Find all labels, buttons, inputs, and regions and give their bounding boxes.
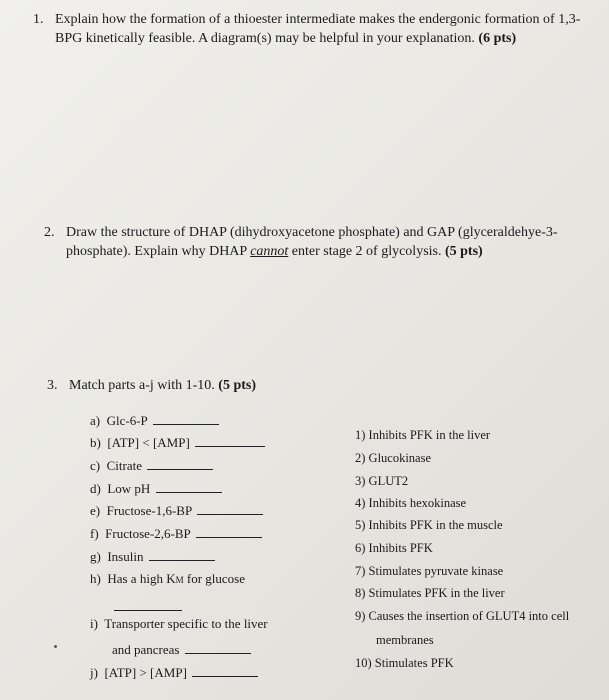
part-label: Has a high K [107, 571, 176, 586]
question-3-points: (5 pts) [218, 378, 257, 393]
answer-blank[interactable] [195, 434, 265, 447]
question-2-emphasis: cannot [250, 244, 289, 259]
choice-9: 9) Causes the insertion of GLUT4 into cell [355, 609, 570, 623]
part-letter: d) [90, 481, 101, 496]
part-letter: i) [90, 616, 98, 631]
part-label: Glc-6-P [106, 413, 148, 428]
answer-blank[interactable] [149, 548, 215, 561]
choice-10: 10) Stimulates PFK [355, 656, 454, 670]
question-2-line-2-post: enter stage 2 of glycolysis. [291, 244, 442, 259]
part-e [90, 502, 263, 519]
part-label: Fructose-1,6-BP [106, 503, 192, 518]
question-1-text [55, 10, 580, 48]
question-3-number: 3. [47, 378, 58, 393]
part-letter: h) [90, 571, 101, 586]
part-i [90, 615, 268, 632]
part-letter: b) [90, 435, 101, 450]
question-2-number: 2. [44, 225, 55, 240]
choice-6: 6) Inhibits PFK [355, 541, 433, 555]
part-j [90, 664, 258, 681]
choice-9-continued: membranes [376, 633, 434, 647]
part-g [90, 548, 215, 565]
part-label: Insulin [107, 549, 144, 564]
answer-blank[interactable] [147, 457, 213, 470]
question-3-text [69, 376, 256, 395]
answer-blank[interactable] [185, 641, 251, 654]
question-2-line-2-pre: phosphate). Explain why DHAP [66, 244, 247, 259]
question-3-prompt: Match parts a-j with 1-10. [69, 378, 215, 393]
part-i-continued [112, 641, 251, 658]
part-d [90, 480, 222, 497]
part-label: [ATP] > [AMP] [104, 665, 187, 680]
question-2-line-1: Draw the structure of DHAP (dihydroxyacetone phosphate) and GAP (glyceraldehye-3- [66, 225, 558, 240]
choice-3: 3) GLUT2 [355, 474, 409, 488]
choice-5: 5) Inhibits PFK in the muscle [355, 518, 503, 532]
answer-blank[interactable] [114, 598, 182, 611]
part-label: Transporter specific to the liver [104, 616, 268, 631]
part-letter: j) [90, 665, 98, 680]
question-1-line-1: Explain how the formation of a thioester intermediate makes the endergonic formation of 1,3- [55, 12, 581, 27]
choice-7: 7) Stimulates pyruvate kinase [355, 564, 504, 578]
part-h [90, 570, 245, 589]
answer-blank[interactable] [153, 412, 219, 425]
choice-2: 2) Glucokinase [355, 451, 432, 465]
answer-blank[interactable] [192, 664, 258, 677]
part-label: Low pH [107, 481, 151, 496]
answer-blank[interactable] [196, 525, 262, 538]
answer-blank[interactable] [197, 502, 263, 515]
choice-8: 8) Stimulates PFK in the liver [355, 586, 505, 600]
choice-4: 4) Inhibits hexokinase [355, 496, 467, 510]
part-h-answer [112, 598, 182, 615]
part-subscript: M [175, 575, 184, 585]
part-a [90, 412, 219, 429]
question-1-line-2 [55, 29, 580, 48]
part-letter: e) [90, 503, 101, 518]
part-c [90, 457, 213, 474]
question-1-number: 1. [33, 12, 44, 27]
question-2-line-2 [66, 242, 558, 261]
question-1-points: (6 pts) [478, 31, 517, 46]
part-f [90, 525, 262, 542]
part-label: [ATP] < [AMP] [107, 435, 190, 450]
part-letter: f) [90, 526, 99, 541]
stray-mark [54, 645, 57, 648]
part-letter: g) [90, 549, 101, 564]
part-letter: a) [90, 413, 101, 428]
question-1-line-2-text: BPG kinetically feasible. A diagram(s) may be helpful in your explanation. [55, 31, 475, 46]
question-2-points: (5 pts) [444, 244, 483, 259]
answer-blank[interactable] [156, 480, 222, 493]
part-label-after: for glucose [186, 571, 245, 586]
part-label: Citrate [106, 458, 142, 473]
choice-1: 1) Inhibits PFK in the liver [355, 428, 491, 442]
part-label-line-2: and pancreas [112, 642, 180, 657]
part-b [90, 434, 265, 451]
part-label: Fructose-2,6-BP [105, 526, 191, 541]
part-letter: c) [90, 458, 101, 473]
question-2-text [66, 223, 558, 261]
